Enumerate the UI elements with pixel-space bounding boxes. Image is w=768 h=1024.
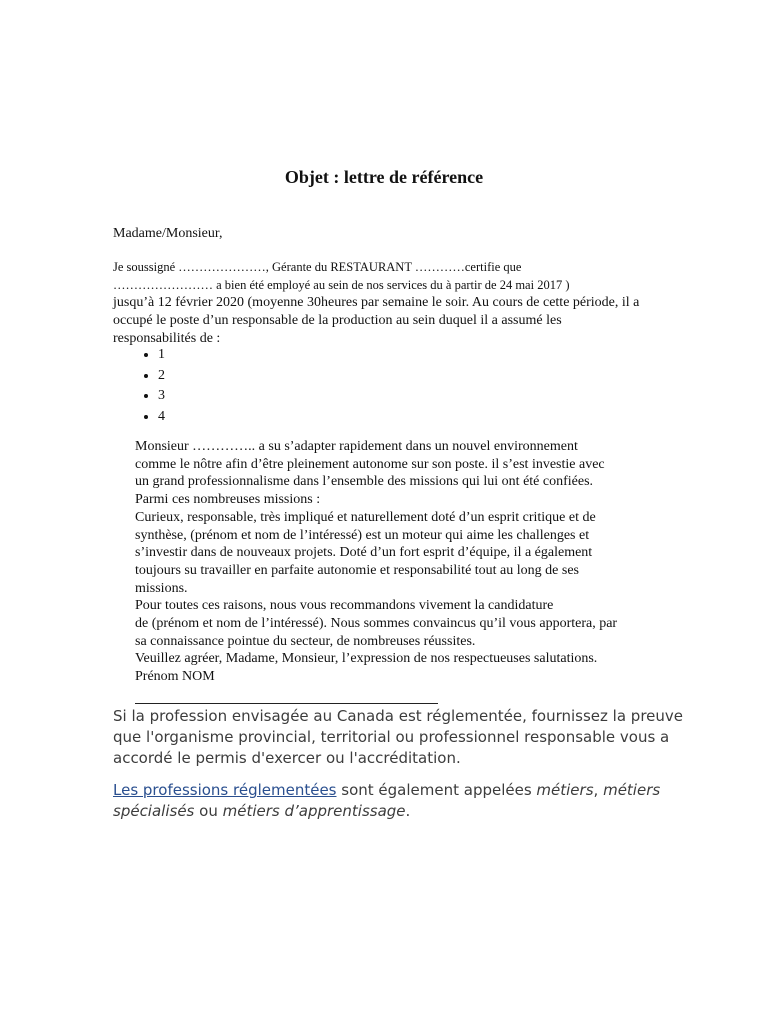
intro-line: Je soussigné …………………, Gérante du RESTAURANT …………certifie que bbox=[113, 260, 522, 274]
list-item: • 1 bbox=[158, 345, 165, 366]
regulated-professions-paragraph bbox=[113, 780, 673, 822]
body-line: synthèse, (prénom et nom de l’intéressé) est un moteur qui aime les challenges et bbox=[135, 527, 590, 543]
regulated-professions-link[interactable]: Les professions réglementées bbox=[113, 781, 337, 799]
intro-paragraph bbox=[113, 258, 658, 348]
responsibilities-list bbox=[113, 345, 165, 427]
body-line: s’investir dans de nouveaux projets. Doté d’un fort esprit d’équipe, il a également bbox=[135, 545, 593, 561]
term-apprentissage: métiers d’apprentissage bbox=[222, 802, 406, 820]
body-line: Parmi ces nombreuses missions : bbox=[135, 492, 321, 508]
paragraph-text: sont également appelées bbox=[336, 781, 537, 799]
body-line: Pour toutes ces raisons, nous vous recommandons vivement la candidature bbox=[135, 598, 554, 614]
list-item: • 2 bbox=[158, 366, 165, 387]
intro-line: occupé le poste d’un responsable de la production au sein duquel il a assumé les bbox=[113, 313, 562, 328]
term-metiers-2: métiers bbox=[603, 781, 661, 799]
list-item: • 4 bbox=[158, 407, 165, 428]
signature-name: Prénom NOM bbox=[135, 669, 215, 685]
body-line: Veuillez agréer, Madame, Monsieur, l’expression de nos respectueuses salutations. bbox=[135, 651, 598, 667]
or-text: ou bbox=[194, 802, 223, 820]
period-text: . bbox=[405, 802, 411, 820]
term-metiers: métiers bbox=[536, 781, 594, 799]
comma-text: , bbox=[593, 781, 604, 799]
letter-body bbox=[135, 438, 665, 686]
note-line: que l'organisme provincial, territorial ou professionnel responsable vous a bbox=[113, 728, 670, 746]
body-line: un grand professionnalisme dans l’ensemble des missions qui lui ont été confiées. bbox=[135, 474, 594, 490]
note-line: Si la profession envisagée au Canada est réglementée, fournissez la preuve bbox=[113, 707, 683, 725]
intro-line: responsabilités de : bbox=[113, 331, 221, 346]
letter-title: Objet : lettre de référence bbox=[284, 167, 484, 187]
body-line: toujours su travailler en parfaite autonomie et responsabilité tout au long de ses bbox=[135, 562, 579, 578]
intro-line: …………………… a bien été employé au sein de nos services du à partir de 24 mai 2017 ) bbox=[113, 278, 570, 292]
paragraph-line bbox=[113, 801, 673, 822]
body-line: Curieux, responsable, très impliqué et naturellement doté d’un esprit critique et de bbox=[135, 509, 596, 525]
note-line: accordé le permis d'exercer ou l'accréditation. bbox=[113, 749, 461, 767]
body-line: sa connaissance pointue du secteur, de nombreuses réussites. bbox=[135, 633, 476, 649]
body-line: Monsieur ………….. a su s’adapter rapidement dans un nouvel environnement bbox=[135, 439, 578, 454]
list-item: • 3 bbox=[158, 386, 165, 407]
body-line: missions. bbox=[135, 580, 188, 596]
term-specialises: spécialisés bbox=[113, 802, 195, 820]
regulated-profession-note bbox=[113, 706, 683, 769]
letter-salutation: Madame/Monsieur, bbox=[113, 226, 223, 241]
body-line: de (prénom et nom de l’intéressé). Nous sommes convaincus qu’il vous apportera, par bbox=[135, 616, 618, 632]
signature-divider bbox=[135, 703, 438, 704]
body-line: comme le nôtre afin d’être pleinement autonome sur son poste. il s’est investie avec bbox=[135, 456, 605, 472]
paragraph-line bbox=[113, 780, 673, 801]
intro-line: jusqu’à 12 février 2020 (moyenne 30heures par semaine le soir. Au cours de cette période, il a bbox=[113, 295, 640, 310]
